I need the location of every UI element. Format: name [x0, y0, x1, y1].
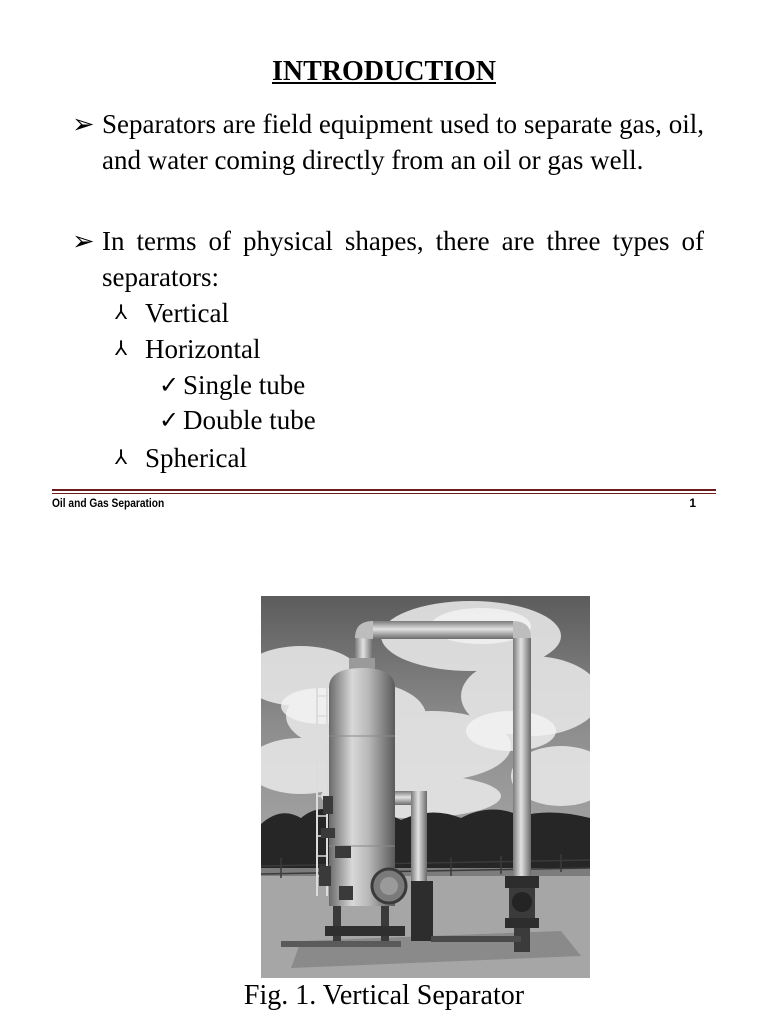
type-label: Vertical: [145, 298, 229, 328]
list-item: [159, 402, 316, 439]
checkmark-icon: ✓: [159, 373, 180, 399]
list-item: [115, 295, 229, 331]
list-item: [115, 331, 260, 367]
footer-rule-thin: [52, 493, 716, 494]
footer-title: Oil and Gas Separation: [52, 496, 165, 510]
subtype-label: Single tube: [183, 370, 306, 400]
page-title: INTRODUCTION: [271, 56, 497, 87]
checkmark-icon: ✓: [159, 408, 180, 434]
subtype-label: Double tube: [183, 405, 316, 435]
type-label: Horizontal: [145, 334, 261, 364]
bullet-item: [72, 223, 704, 295]
list-item: [115, 440, 247, 476]
type-label: Spherical: [145, 443, 247, 473]
list-item: [159, 367, 305, 404]
page-number: 1: [689, 496, 696, 510]
bullet-text: Separators are field equipment used to separate gas, oil, and water coming directly from an oil or gas well.: [102, 109, 704, 175]
triangle-bullet-icon: ⅄: [115, 447, 128, 469]
triangle-bullet-icon: ⅄: [115, 302, 128, 324]
bullet-text: In terms of physical shapes, there are three types of separators:: [102, 226, 704, 292]
figure-caption: Fig. 1. Vertical Separator: [243, 980, 525, 1011]
arrow-bullet-icon: ➢: [72, 226, 95, 256]
footer-rule: [52, 489, 716, 491]
bullet-item: [72, 106, 704, 178]
vertical-separator-photo: [261, 596, 590, 978]
triangle-bullet-icon: ⅄: [115, 338, 128, 360]
arrow-bullet-icon: ➢: [72, 109, 95, 139]
